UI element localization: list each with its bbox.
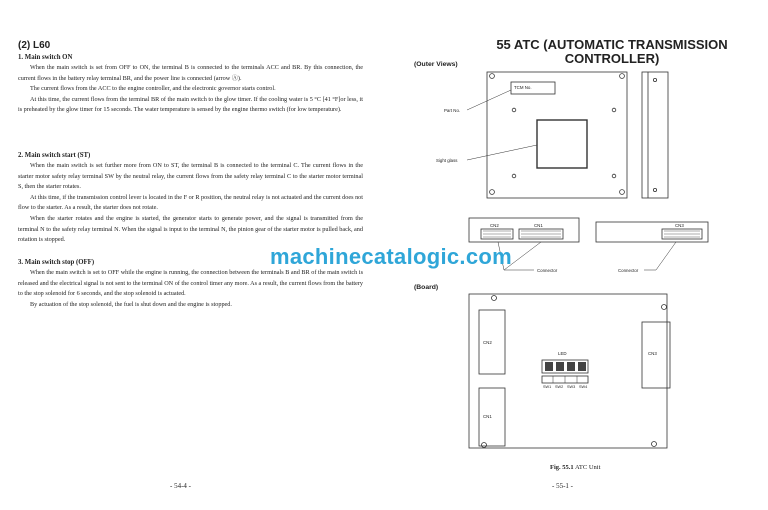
paragraphs-main-switch-on [18, 63, 363, 116]
front-view-housing [487, 72, 627, 198]
led-label: LED [558, 351, 567, 356]
paragraph: When the main switch is set to OFF while the engine is running, the connection between the terminals B and BR of the main switch is released and the electrical signal is not sent to the terminal ON of the control timer any more. As a result, the current flows from the battery to the stop solenoid for 6 seconds, and the stop solenoid is actuated. [18, 269, 364, 298]
connector-label-1: Connector [537, 268, 558, 273]
board-hole [662, 305, 667, 310]
mount-hole [620, 190, 625, 195]
outer-views-label: (Outer Views) [414, 61, 458, 68]
part-no-leader [467, 90, 511, 110]
mount-hole [620, 74, 625, 79]
page-number-left: - 54-4 - [170, 482, 191, 490]
title-line-2: CONTROLLER) [564, 51, 660, 66]
section-title: (2) L60 [18, 40, 51, 51]
screw [612, 108, 616, 112]
board-hole [492, 296, 497, 301]
page-number-right: - 55-1 - [552, 482, 573, 490]
screw [653, 188, 656, 191]
figure-caption [550, 464, 600, 471]
screw [612, 174, 616, 178]
screw [653, 78, 656, 81]
board-hole [482, 443, 487, 448]
figure-text: ATC Unit [574, 464, 601, 471]
board-cn2-label: CN2 [483, 340, 492, 345]
cn1-label: CN1 [534, 223, 543, 228]
bottom-view-housing [469, 218, 579, 242]
sight-glass-leader [467, 145, 537, 160]
sw1-label: SW1 [543, 385, 552, 389]
figure-number: Fig. 55.1 [550, 464, 574, 471]
heading-main-switch-on: 1. Main switch ON [18, 54, 73, 61]
paragraph: When the starter rotates and the engine is started, the generator starts to generate power, and the signal is transmitted from the terminal N to the safety relay terminal N. When the signal is input to the terminal N, the pinion gear of the starter motor is pulled back, and rotation is stopped. [18, 214, 363, 244]
side-view-housing [642, 72, 668, 198]
heading-main-switch-start: 2. Main switch start (ST) [18, 152, 91, 159]
cn3-label: CN3 [675, 223, 684, 228]
board-cn3-label: CN3 [648, 351, 657, 356]
title-line-1: 55 ATC (AUTOMATIC TRANSMISSION [496, 37, 728, 52]
paragraphs-main-switch-start [18, 161, 363, 246]
cn2-label: CN2 [490, 223, 499, 228]
part-no-label: Part No. [444, 108, 461, 113]
connector-leader-2 [656, 242, 676, 270]
screw [512, 174, 516, 178]
paragraph: When the main switch is set further more from ON to ST, the terminal B is connected to the terminal C. The current flows in the starter motor safety relay terminal SW by the neutral relay, the current flows from the safety relay terminal C to the starter motor terminal S, then the starter rotates. [18, 162, 363, 191]
board-label: (Board) [414, 284, 439, 291]
board-cn1-label: CN1 [483, 414, 492, 419]
paragraph: At this time, the current flows from the terminal BR of the main switch to the glow timer. If the cooling water is 5 °C [41 °F]or less, it is preheated by the glow timer for 15 seconds. The water temperature is sensed by the engine thermo switch (for low temperature). [18, 95, 363, 114]
mount-hole [490, 74, 495, 79]
sight-glass-label: Sight glass [436, 158, 458, 163]
heading-main-switch-stop: 3. Main switch stop (OFF) [18, 259, 95, 266]
paragraphs-main-switch-stop [18, 268, 363, 310]
screw [512, 108, 516, 112]
paragraph: At this time, if the transmission control lever is located in the F or R position, the neutral relay is not actuated and the current does not flow to the starter. As a result, the starter does not rotate. [18, 193, 363, 212]
sw2-label: SW2 [555, 385, 564, 389]
sight-glass-window [537, 120, 587, 168]
watermark: machinecatalogic.com [270, 244, 512, 269]
paragraph: When the main switch is set from OFF to ON, the terminal B is connected to the terminals ACC and BR. By this connection, the current flows in the battery relay terminal BR, and the power line is connected (arrow Ⓐ). [18, 64, 363, 82]
tcm-no-label: TCM No. [514, 85, 532, 90]
board-hole [652, 442, 657, 447]
mount-hole [490, 190, 495, 195]
paragraph: The current flows from the ACC to the engine controller, and the electronic governor starts control. [30, 85, 276, 93]
sw4-label: SW4 [579, 385, 588, 389]
sw3-label: SW3 [567, 385, 576, 389]
connector-label-2: Connector [618, 268, 639, 273]
paragraph: By actuation of the stop solenoid, the fuel is shut down and the engine is stopped. [30, 300, 232, 308]
